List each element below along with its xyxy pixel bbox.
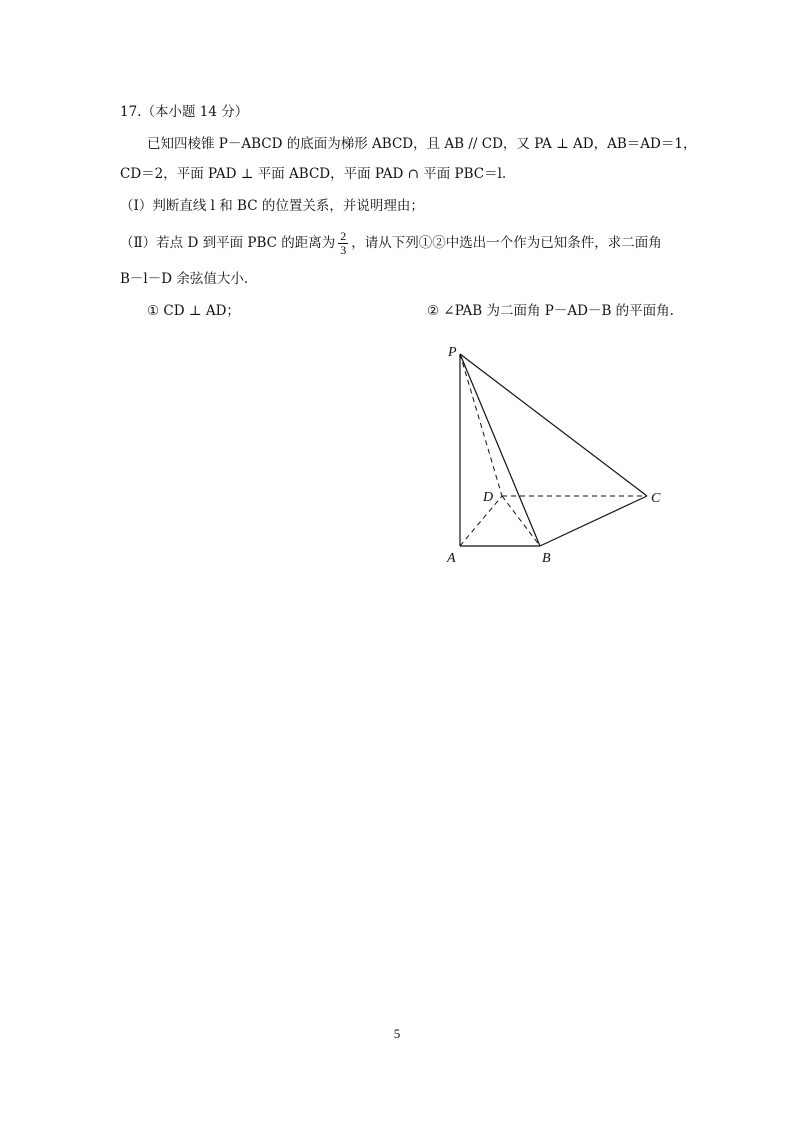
option-2: ② ∠PAB 为二面角 P－AD－B 的平面角. [427, 303, 674, 319]
edge-AD [460, 496, 502, 546]
question-stem-line-1: 已知四棱锥 P－ABCD 的底面为梯形 ABCD，且 AB // CD，又 PA ⊥ AD，AB＝AD＝1， [147, 136, 697, 152]
part-1-text: （Ⅰ）判断直线 l 和 BC 的位置关系，并说明理由； [120, 198, 424, 214]
part-2-prefix: （Ⅱ）若点 D 到平面 PBC 的距离为 [120, 235, 336, 251]
question-header: 17.（本小题 14 分） [120, 104, 249, 120]
page-number: 5 [393, 1026, 401, 1041]
part-2-line-1 [120, 230, 662, 257]
edge-PC [460, 354, 647, 496]
part-2-suffix: ，请从下列①②中选出一个作为已知条件，求二面角 [351, 235, 662, 251]
label-B: B [542, 551, 551, 566]
label-P: P [448, 345, 457, 360]
label-A: A [447, 551, 456, 566]
fraction-numerator: 2 [340, 229, 347, 243]
fraction-denominator: 3 [340, 243, 347, 257]
label-C: C [651, 491, 661, 506]
edge-BC [540, 496, 647, 546]
question-stem-line-2: CD＝2，平面 PAD ⊥ 平面 ABCD，平面 PAD ∩ 平面 PBC＝l. [120, 166, 507, 182]
label-D: D [483, 490, 494, 505]
edge-PD [460, 354, 502, 496]
pyramid-figure [438, 336, 676, 572]
edge-DB [502, 496, 540, 546]
option-1: ① CD ⊥ AD； [147, 303, 240, 319]
distance-fraction [338, 230, 348, 257]
edge-PB [460, 354, 540, 546]
part-2-line-2: B－l－D 余弦值大小. [120, 271, 249, 287]
